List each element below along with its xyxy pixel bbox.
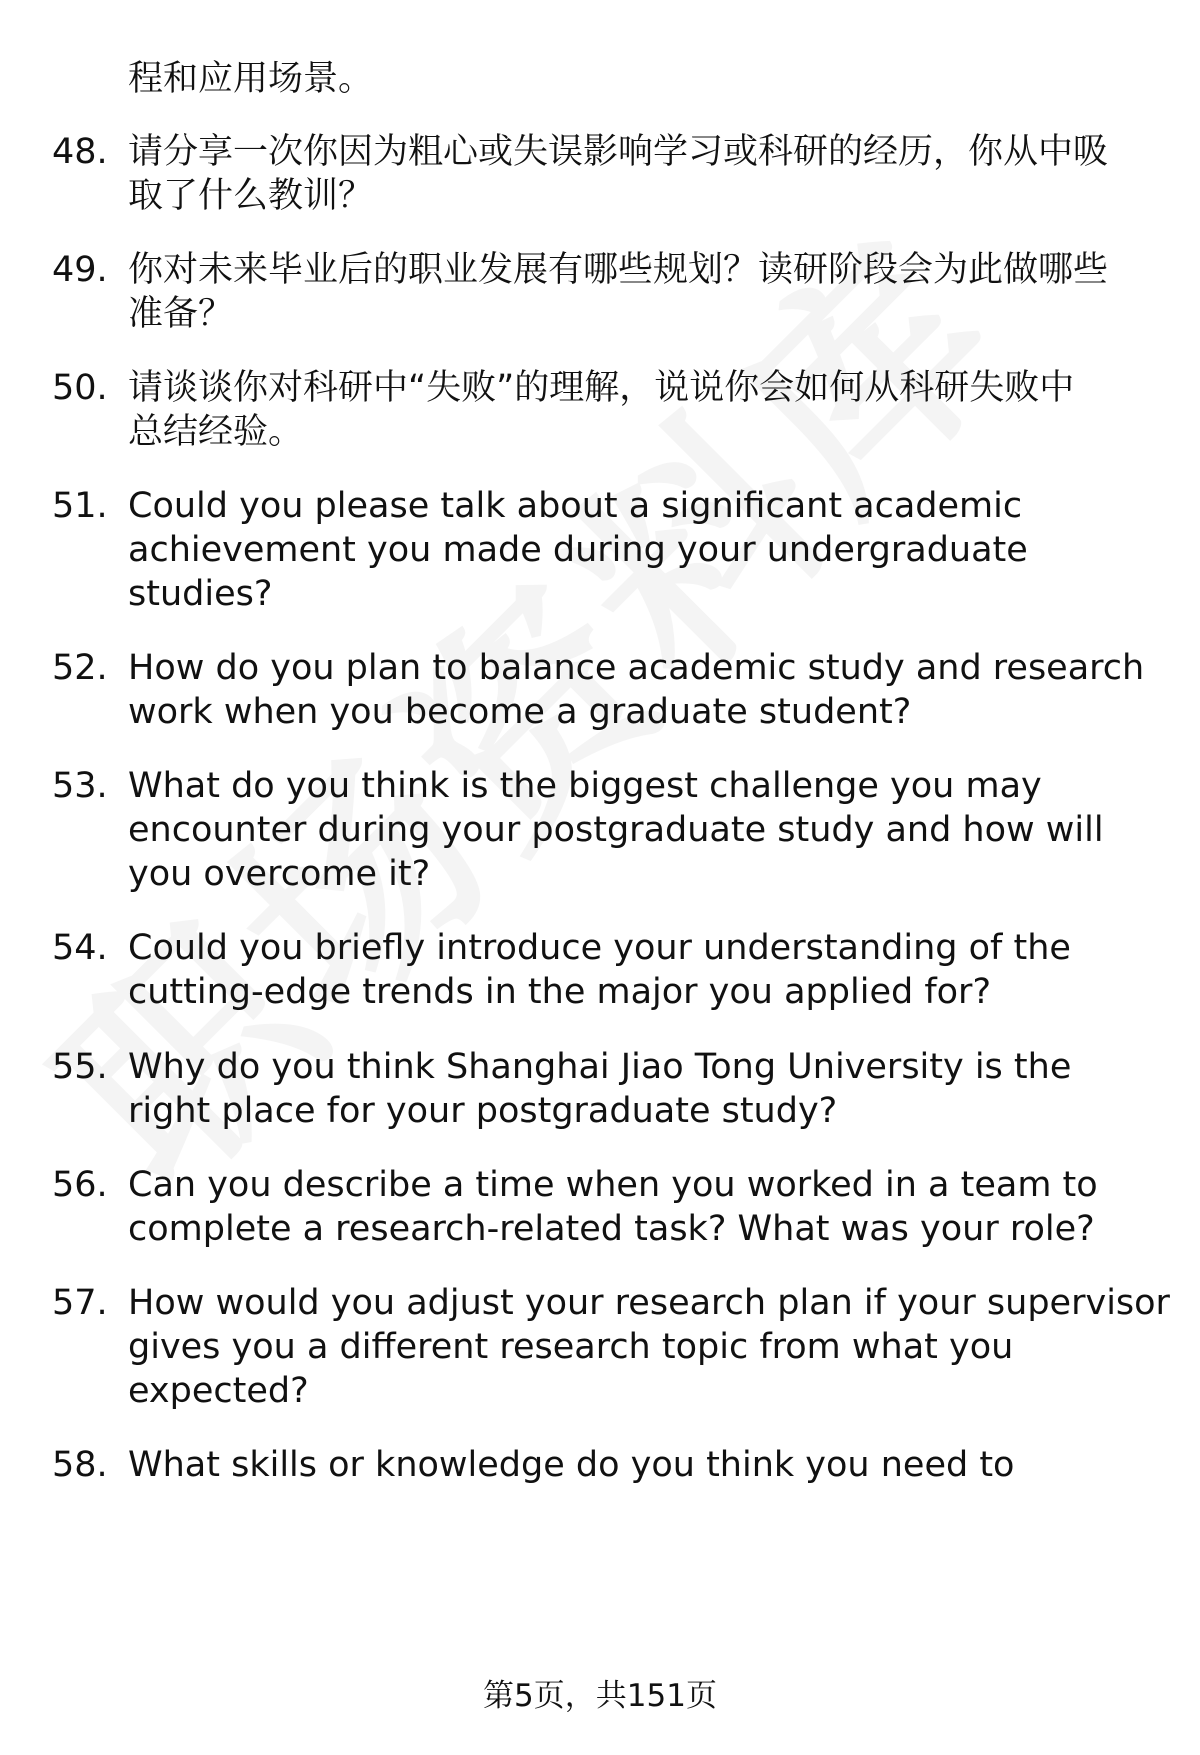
question-number: 54. bbox=[52, 928, 108, 968]
question-number: 56. bbox=[52, 1165, 108, 1205]
question-number: 51. bbox=[52, 486, 108, 526]
question-line: Could you briefly introduce your understanding of the bbox=[128, 928, 1071, 968]
question-number: 48. bbox=[52, 132, 108, 172]
question-line: you overcome it? bbox=[128, 854, 431, 894]
question-line: studies? bbox=[128, 574, 273, 614]
question-line: Could you please talk about a significant academic bbox=[128, 486, 1023, 526]
question-line: cutting-edge trends in the major you applied for? bbox=[128, 972, 992, 1012]
question-line: 你对未来毕业后的职业发展有哪些规划？读研阶段会为此做哪些 bbox=[128, 250, 1109, 290]
question-number: 49. bbox=[52, 250, 108, 290]
question-line: 请谈谈你对科研中“失败”的理解，说说你会如何从科研失败中 bbox=[128, 368, 1075, 408]
question-line: What skills or knowledge do you think you need to bbox=[128, 1445, 1015, 1485]
question-number: 52. bbox=[52, 648, 108, 688]
question-line: complete a research-related task? What was your role? bbox=[128, 1209, 1095, 1249]
question-line: 总结经验。 bbox=[128, 412, 304, 452]
question-line: 取了什么教训？ bbox=[128, 176, 374, 216]
question-number: 50. bbox=[52, 368, 108, 408]
question-line: Why do you think Shanghai Jiao Tong University is the bbox=[128, 1047, 1072, 1087]
question-number: 57. bbox=[52, 1283, 108, 1323]
question-line: What do you think is the biggest challenge you may bbox=[128, 766, 1042, 806]
question-line: work when you become a graduate student? bbox=[128, 692, 912, 732]
question-line: How would you adjust your research plan if your supervisor bbox=[128, 1283, 1170, 1323]
question-number: 53. bbox=[52, 766, 108, 806]
page-number-footer: 第5页，共151页 bbox=[483, 1678, 717, 1714]
question-line: How do you plan to balance academic study and research bbox=[128, 648, 1145, 688]
question-line: achievement you made during your undergraduate bbox=[128, 530, 1028, 570]
question-line: 请分享一次你因为粗心或失误影响学习或科研的经历，你从中吸 bbox=[128, 132, 1109, 172]
question-line: 准备？ bbox=[128, 294, 234, 334]
question-number: 55. bbox=[52, 1047, 108, 1087]
question-number: 58. bbox=[52, 1445, 108, 1485]
question-line: Can you describe a time when you worked in a team to bbox=[128, 1165, 1098, 1205]
question-line: encounter during your postgraduate study and how will bbox=[128, 810, 1104, 850]
question-line: gives you a different research topic from what you bbox=[128, 1327, 1014, 1367]
question-line: expected? bbox=[128, 1371, 309, 1411]
carryover-line: 程和应用场景。 bbox=[128, 59, 374, 99]
question-line: right place for your postgraduate study? bbox=[128, 1091, 838, 1131]
